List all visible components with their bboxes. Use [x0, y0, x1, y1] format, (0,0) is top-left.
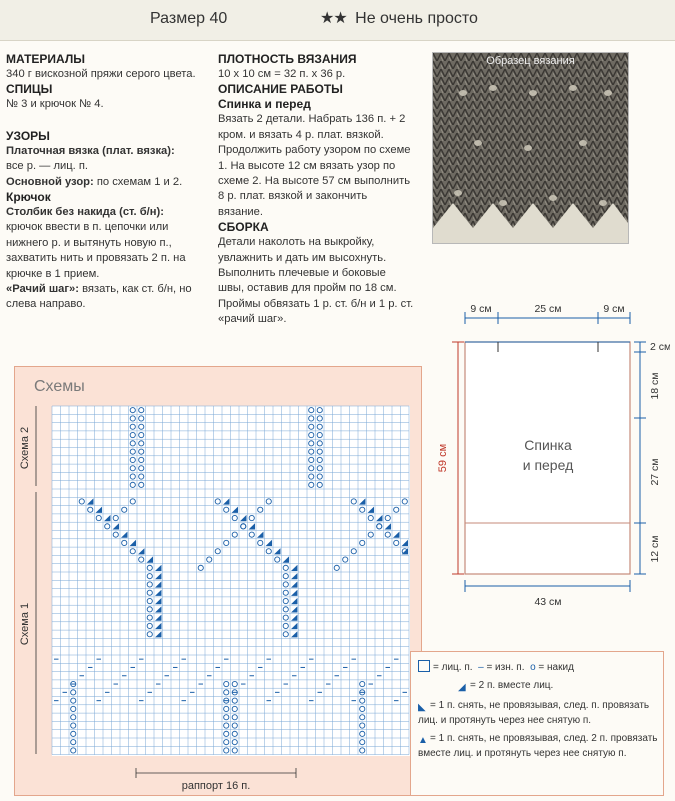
legend-row-2 [458, 679, 658, 694]
sc-text: крючок ввести в п. цепочки или нижнего р. и вытянуть новую п., захватить нить и провязать 2 п. на крючке в 1 прием. [6, 221, 186, 280]
purl-icon: – [478, 662, 484, 673]
size-title: Размер 40 [150, 10, 228, 27]
assembly-text: Детали наколоть на выкройку, увлажнить и дать им высохнуть. Выполнить плечевые и боковые швы, оставив для пройм по 18 см. Проймы обвязать 1 р. ст. б/н и 1 р. ст. «рачий шаг». [218, 236, 414, 326]
yo-icon: o [530, 662, 536, 673]
stockinette-term: Платочная вязка (плат. вязка): [6, 144, 175, 157]
left-column [6, 52, 200, 313]
scheme-1-label: Схема 1 [19, 602, 31, 646]
legend-row-3 [418, 699, 658, 727]
k2tog-icon: ◢ [458, 682, 466, 693]
difficulty-rating [320, 8, 478, 28]
dim-height: 59 см [437, 443, 449, 473]
main-pattern-text: по схемам 1 и 2. [96, 175, 183, 188]
photo-label: Образец вязания [486, 55, 575, 67]
materials-title: МАТЕРИАЛЫ [6, 52, 86, 66]
sk2p-icon: ▲ [418, 735, 428, 746]
repeat-label: раппорт 16 п. [181, 780, 251, 792]
schemes-title: Схемы [34, 378, 85, 395]
star-icon: ★★ [320, 10, 347, 27]
main-pattern-block [6, 175, 200, 190]
dim-top-left: 9 см [470, 303, 492, 315]
instructions-title: ОПИСАНИЕ РАБОТЫ [218, 82, 343, 97]
legend [418, 660, 658, 760]
needles-title: СПИЦЫ [6, 82, 53, 97]
dim-bottom: 43 см [534, 596, 562, 608]
sample-photo [432, 52, 629, 244]
stitch-chart [14, 366, 420, 794]
legend-yo: = накид [538, 662, 574, 673]
gauge-text: 10 х 10 см = 32 п. х 36 р. [218, 68, 346, 80]
legend-purl: = изн. п. [486, 662, 525, 673]
schematic-drawing [430, 290, 670, 620]
back-title: Спинка и перед [218, 97, 311, 112]
scheme-2-label: Схема 2 [19, 426, 31, 470]
materials-text: 340 г вискозной пряжи серого цвета. [6, 68, 196, 80]
knit-icon [418, 660, 430, 672]
gauge-title: ПЛОТНОСТЬ ВЯЗАНИЯ [218, 52, 357, 66]
piece-label-1: Спинка [524, 437, 572, 453]
dim-right-2: 2 см [650, 341, 670, 353]
stockinette-block [6, 144, 200, 175]
legend-k2tog: = 2 п. вместе лиц. [470, 680, 554, 691]
legend-skp: = 1 п. снять, не провязывая, след. п. провязать лиц. и протянуть через нее снятую п. [418, 700, 650, 726]
crab-block [6, 282, 200, 313]
hook-title: Крючок [6, 190, 51, 205]
dim-right-18: 18 см [649, 372, 661, 400]
assembly-title: СБОРКА [218, 220, 269, 235]
legend-row-4 [418, 732, 658, 760]
stitch-chart-svg [14, 366, 420, 794]
dim-top-right: 9 см [603, 303, 625, 315]
skp-icon: ◣ [418, 702, 426, 713]
dim-right-27: 27 см [649, 458, 661, 486]
garment-schematic [430, 290, 670, 620]
stockinette-text: все р. — лиц. п. [6, 160, 89, 173]
needles-text: № 3 и крючок № 4. [6, 98, 104, 111]
dim-right-12: 12 см [649, 535, 661, 563]
legend-row-1 [418, 660, 658, 674]
crab-term: «Рачий шаг»: [6, 283, 79, 296]
crab-text: вязать, как ст. б/н, но слева направо. [6, 283, 192, 311]
patterns-title: УЗОРЫ [6, 128, 50, 143]
knit-texture-image [433, 53, 628, 243]
back-text: Вязать 2 детали. Набрать 136 п. + 2 кром. и вязать 4 р. плат. вязкой. Продолжить работу узором по схеме 1. На высоте 12 см вязать узор по схеме 2. На высоте 57 см выполнить 8 р. плат. вязкой и закончить вязание. [218, 113, 411, 218]
dim-top-mid: 25 см [534, 303, 562, 315]
legend-knit: = лиц. п. [433, 662, 473, 673]
middle-column [218, 52, 414, 328]
difficulty-label: Не очень просто [355, 10, 478, 27]
sc-block [6, 205, 200, 282]
main-pattern-term: Основной узор: [6, 175, 94, 188]
piece-label-2: и перед [522, 457, 574, 473]
legend-sk2p: = 1 п. снять, не провязывая, след. 2 п. провязать вместе лиц. и протянуть через нее снятую п. [418, 733, 658, 759]
sc-term: Столбик без накида (ст. б/н): [6, 206, 164, 219]
